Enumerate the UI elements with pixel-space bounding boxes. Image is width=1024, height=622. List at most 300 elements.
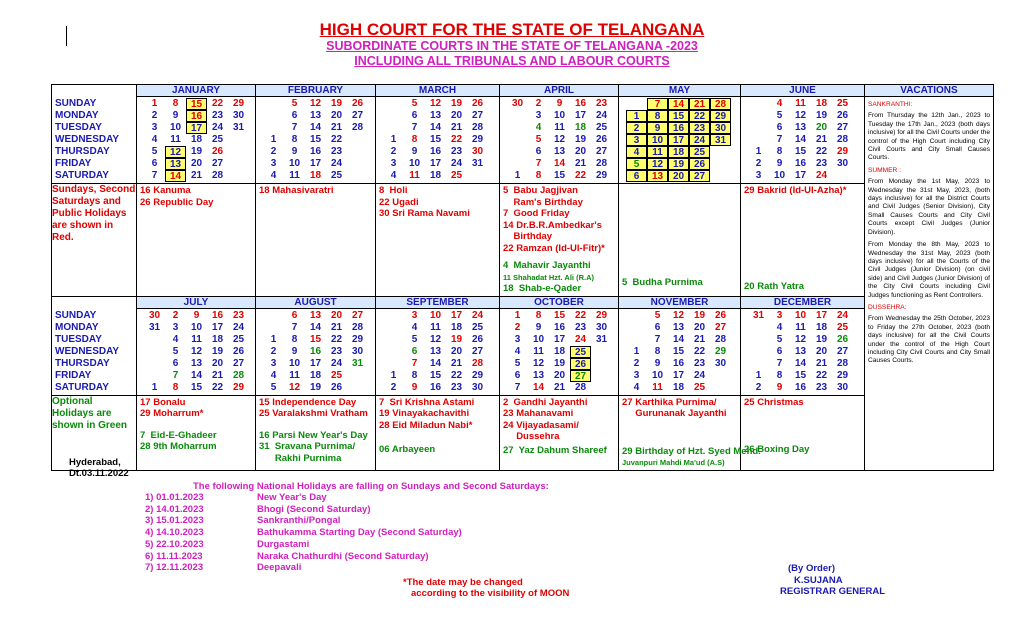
week-row xyxy=(744,158,861,170)
day-cell: 11 xyxy=(170,134,181,145)
week-row xyxy=(140,382,252,394)
day-cell: 8 xyxy=(172,98,179,109)
day-cell: 10 xyxy=(553,110,566,121)
day-cell: 22 xyxy=(330,134,343,145)
week-row xyxy=(503,334,615,346)
month-september xyxy=(376,296,500,395)
week-row xyxy=(744,122,861,134)
day-cell: 24 xyxy=(211,122,224,133)
day-cell: 14 xyxy=(553,158,566,169)
day-cell: 2 xyxy=(755,158,762,169)
day-cell: 11 xyxy=(409,170,420,181)
national-holiday-row xyxy=(145,492,462,504)
day-cell: 5 xyxy=(535,134,542,145)
day-cell: 7 xyxy=(172,369,179,381)
holiday-entry: 06 Arbayeen xyxy=(379,444,436,455)
day-cell: 20 xyxy=(668,170,689,182)
holiday-entry: 16 Parsi New Year's Day xyxy=(259,429,368,441)
national-holiday-row xyxy=(145,504,462,516)
week-row xyxy=(140,134,252,146)
day-cell: 29 xyxy=(836,146,849,157)
week-row xyxy=(744,382,861,394)
day-cell: 17 xyxy=(309,357,322,369)
day-cell: 6 xyxy=(535,146,542,157)
day-cell: 10 xyxy=(288,158,301,169)
day-cell: 11 xyxy=(533,345,544,357)
week-row xyxy=(622,122,737,134)
day-cell: 20 xyxy=(815,345,828,357)
day-cell: 27 xyxy=(570,370,591,382)
day-cell: 14 xyxy=(532,381,545,393)
day-cell: 18 xyxy=(672,381,685,393)
day-cell: 12 xyxy=(532,357,545,369)
vacation-summer-text-2: From Monday the 8th May, 2023 to Wednesday the 31st May, 2023 (both days inclusive) for all the Courts of the Civil Judges (Junior Division) (on civil side) and Civil Judges (Junior Division) of the City Civil Courts including Civil Judges functioning as Rent Controllers. xyxy=(868,241,990,299)
day-cell: 5 xyxy=(291,98,298,109)
day-cell: 12 xyxy=(429,333,442,345)
holiday-list xyxy=(256,184,376,297)
month-days-grid xyxy=(376,309,499,395)
holiday-entry: 2 Gandhi Jayanthi xyxy=(503,396,588,408)
day-cell: 2 xyxy=(633,357,640,369)
week-row xyxy=(622,346,737,358)
day-cell: 25 xyxy=(693,381,706,393)
week-row xyxy=(622,146,737,158)
day-cell: 25 xyxy=(570,346,591,358)
day-cell: 22 xyxy=(211,381,224,393)
month-june xyxy=(741,85,865,184)
day-cell: 6 xyxy=(291,309,298,321)
day-cell: 21 xyxy=(450,357,463,369)
day-cell: 11 xyxy=(652,381,663,393)
holiday-entry: Birthday xyxy=(503,231,553,242)
national-holiday-name: Bathukamma Starting Day (Second Saturday) xyxy=(257,527,462,539)
day-cell: 30 xyxy=(595,321,608,333)
day-cell: 28 xyxy=(710,98,731,110)
holiday-entry: Rakhi Purnima xyxy=(259,452,342,464)
day-cell: 24 xyxy=(330,357,343,369)
week-row xyxy=(503,98,615,110)
day-cell: 11 xyxy=(554,122,565,133)
day-cell: 14 xyxy=(668,98,689,110)
day-cell: 13 xyxy=(794,122,807,133)
week-row xyxy=(744,134,861,146)
day-cell: 4 xyxy=(411,321,418,333)
day-cell: 1 xyxy=(151,381,158,393)
national-holiday-name: Deepavali xyxy=(257,562,302,574)
national-holiday-name: New Year's Day xyxy=(257,492,327,503)
day-cell: 11 xyxy=(191,333,202,345)
day-cell: 4 xyxy=(514,345,521,357)
day-cell: 8 xyxy=(654,345,661,357)
day-cell: 30 xyxy=(710,122,731,134)
day-cell: 2 xyxy=(172,309,179,321)
day-cell: 22 xyxy=(815,369,828,381)
day-cell: 24 xyxy=(574,333,587,345)
day-cell: 27 xyxy=(836,345,849,357)
issue-date: Dt.03.11.2022 xyxy=(69,468,129,479)
day-cell: 28 xyxy=(714,333,727,345)
day-cell: 3 xyxy=(626,134,647,146)
holiday-entry: 25 Varalakshmi Vratham xyxy=(259,408,368,419)
holiday-entry: Juvanpuri Mahdi Ma'ud (A.S) xyxy=(622,458,725,467)
national-holiday-name: Sankranthi/Pongal xyxy=(257,515,341,527)
day-cell: 15 xyxy=(429,369,442,381)
day-cell: 3 xyxy=(755,170,762,181)
day-cell: 17 xyxy=(450,309,463,321)
week-row xyxy=(379,370,496,382)
week-row xyxy=(622,170,737,182)
day-cell: 30 xyxy=(511,98,524,109)
day-name-tuesday: TUESDAY xyxy=(55,122,102,133)
week-row xyxy=(503,370,615,382)
day-cell: 11 xyxy=(289,170,300,181)
day-cell: 14 xyxy=(190,369,203,381)
week-row xyxy=(259,110,372,122)
holiday-entry: 31 Sravana Purnima/ xyxy=(259,441,356,452)
day-cell: 31 xyxy=(232,122,245,133)
month-days-grid xyxy=(137,309,255,395)
day-cell: 28 xyxy=(351,321,364,333)
week-row xyxy=(622,134,737,146)
day-cell: 13 xyxy=(309,110,322,121)
day-cell: 23 xyxy=(689,122,710,134)
day-cell: 29 xyxy=(836,369,849,381)
day-names-bottom xyxy=(52,296,137,395)
day-cell: 28 xyxy=(232,369,245,381)
day-name-friday: FRIDAY xyxy=(55,158,92,169)
week-row xyxy=(622,358,737,370)
week-row xyxy=(503,322,615,334)
day-cell: 14 xyxy=(794,134,807,145)
day-cell: 26 xyxy=(836,110,849,121)
week-row xyxy=(259,170,372,182)
day-cell: 27 xyxy=(836,122,849,133)
day-cell: 24 xyxy=(232,321,245,333)
day-cell: 6 xyxy=(411,345,418,357)
day-cell: 19 xyxy=(450,333,463,345)
week-row xyxy=(503,158,615,170)
day-cell: 1 xyxy=(626,110,647,122)
day-cell: 1 xyxy=(514,309,521,321)
day-cell: 12 xyxy=(553,134,566,145)
day-cell: 15 xyxy=(553,170,566,181)
day-cell: 2 xyxy=(514,321,521,333)
page-subtitle-2: INCLUDING ALL TRIBUNALS AND LABOUR COURTS xyxy=(354,54,670,68)
day-cell: 12 xyxy=(190,345,203,357)
holiday-list xyxy=(500,395,619,470)
day-cell: 9 xyxy=(776,158,783,169)
day-cell: 8 xyxy=(647,110,668,122)
day-cell: 24 xyxy=(450,158,463,169)
week-row xyxy=(503,382,615,394)
week-row xyxy=(140,322,252,334)
holiday-entry: 5 Budha Purnima xyxy=(622,277,703,288)
day-cell: 25 xyxy=(450,170,463,181)
week-row xyxy=(379,98,496,110)
holiday-list xyxy=(619,395,761,470)
week-row xyxy=(259,310,372,322)
day-name-monday: MONDAY xyxy=(55,321,99,333)
week-row xyxy=(379,134,496,146)
day-cell: 6 xyxy=(411,110,418,121)
week-row xyxy=(503,122,615,134)
holiday-entry: 15 Independence Day xyxy=(259,396,357,408)
day-cell: 2 xyxy=(755,381,762,393)
day-cell: 21 xyxy=(190,170,203,181)
week-row xyxy=(259,358,372,370)
day-cell: 29 xyxy=(232,381,245,393)
day-cell: 15 xyxy=(672,345,685,357)
holiday-entry: 7 Eid-E-Ghadeer xyxy=(140,429,217,441)
day-cell: 14 xyxy=(429,357,442,369)
day-cell: 2 xyxy=(626,122,647,134)
day-cell: 20 xyxy=(190,158,203,169)
day-cell: 19 xyxy=(190,146,203,157)
day-cell: 21 xyxy=(450,122,463,133)
day-cell: 7 xyxy=(151,170,158,181)
day-cell: 18 xyxy=(553,345,566,357)
day-cell: 31 xyxy=(351,357,364,369)
week-row xyxy=(259,122,372,134)
signatory-designation: REGISTRAR GENERAL xyxy=(780,586,886,597)
day-cell: 23 xyxy=(693,357,706,369)
day-cell: 29 xyxy=(351,333,364,345)
day-cell: 16 xyxy=(794,381,807,393)
month-days-grid xyxy=(256,309,375,395)
week-row xyxy=(259,134,372,146)
vacation-sankranthi-text: From Thursday the 12th Jan., 2023 to Tuesday the 17th Jan., 2023 (both days inclusive) for all the Civil Courts under the control of the High Court including City Civil Courts and City Small Causes Courts. xyxy=(868,112,990,162)
week-row xyxy=(140,370,252,382)
week-row xyxy=(744,322,861,334)
week-row xyxy=(140,110,252,122)
holiday-entry: 30 Sri Rama Navami xyxy=(379,208,470,219)
day-cell: 27 xyxy=(714,321,727,333)
day-cell: 5 xyxy=(626,158,647,170)
week-row xyxy=(259,346,372,358)
day-cell: 17 xyxy=(553,333,566,345)
day-cell: 7 xyxy=(647,98,668,110)
month-days-grid xyxy=(619,309,740,395)
holiday-entry: 4 Mahavir Jayanthi xyxy=(503,260,591,271)
day-cell: 28 xyxy=(471,122,484,133)
day-cell: 9 xyxy=(556,98,563,109)
day-cell: 25 xyxy=(836,321,849,333)
month-name: JULY xyxy=(137,297,255,309)
national-holiday-date: 1) 01.01.2023 xyxy=(145,492,204,503)
week-row xyxy=(259,370,372,382)
holiday-entry: 26 Boxing Day xyxy=(744,444,810,455)
day-cell: 19 xyxy=(330,98,343,109)
issue-place-date xyxy=(69,457,129,479)
day-cell: 17 xyxy=(672,369,685,381)
national-holidays-list xyxy=(145,492,462,574)
week-row xyxy=(259,382,372,394)
day-name-wednesday: WEDNESDAY xyxy=(55,345,120,357)
holiday-entries xyxy=(137,396,255,454)
day-cell: 2 xyxy=(535,98,542,109)
day-cell: 18 xyxy=(211,333,224,345)
week-row xyxy=(503,346,615,358)
week-row xyxy=(379,358,496,370)
day-cell: 14 xyxy=(672,333,685,345)
holiday-entries xyxy=(741,184,864,293)
day-cell: 9 xyxy=(411,146,418,157)
day-cell: 30 xyxy=(836,158,849,169)
optional-holiday-note: Optional Holidays are shown in Green xyxy=(52,395,137,470)
day-cell: 22 xyxy=(211,98,224,109)
day-cell: 30 xyxy=(232,110,245,121)
day-cell: 28 xyxy=(595,158,608,169)
day-cell: 3 xyxy=(270,158,277,169)
day-cell: 23 xyxy=(330,146,343,157)
week-row xyxy=(622,110,737,122)
day-cell: 31 xyxy=(710,134,731,146)
day-cell: 6 xyxy=(776,122,783,133)
day-cell: 8 xyxy=(172,381,179,393)
day-cell: 17 xyxy=(668,134,689,146)
national-holiday-row xyxy=(145,539,462,551)
day-cell: 25 xyxy=(232,333,245,345)
holiday-entries xyxy=(376,184,499,221)
day-cell: 13 xyxy=(309,309,322,321)
week-row xyxy=(744,370,861,382)
day-cell: 6 xyxy=(291,110,298,121)
day-cell: 13 xyxy=(165,158,186,170)
day-cell: 26 xyxy=(330,381,343,393)
day-cell: 9 xyxy=(535,321,542,333)
day-cell: 20 xyxy=(815,122,828,133)
day-cell: 17 xyxy=(211,321,224,333)
day-cell: 24 xyxy=(471,309,484,321)
week-row xyxy=(259,98,372,110)
day-name-thursday: THURSDAY xyxy=(55,146,110,157)
holiday-entries xyxy=(137,184,255,209)
day-cell: 4 xyxy=(535,122,542,133)
day-cell: 7 xyxy=(514,381,521,393)
moon-note-line-1: *The date may be changed xyxy=(403,577,523,588)
day-cell: 31 xyxy=(471,158,484,169)
holiday-entry: 20 Rath Yatra xyxy=(744,280,805,292)
holiday-entry: 7 Sri Krishna Astami xyxy=(379,396,475,408)
day-cell: 19 xyxy=(553,357,566,369)
month-november xyxy=(619,296,741,395)
day-cell: 21 xyxy=(689,98,710,110)
day-name-friday: FRIDAY xyxy=(55,369,92,381)
day-cell: 20 xyxy=(450,110,463,121)
day-cell: 9 xyxy=(193,309,200,321)
day-cell: 7 xyxy=(291,321,298,333)
day-cell: 17 xyxy=(429,158,442,169)
day-cell: 21 xyxy=(815,357,828,369)
day-cell: 20 xyxy=(693,321,706,333)
day-cell: 12 xyxy=(672,309,685,321)
day-cell: 16 xyxy=(553,321,566,333)
day-cell: 5 xyxy=(151,146,158,157)
holiday-entry: 25 Christmas xyxy=(744,396,804,408)
holiday-list xyxy=(741,395,865,470)
by-order: (By Order) xyxy=(788,563,835,574)
issue-place: Hyderabad, xyxy=(69,457,121,468)
month-name: JUNE xyxy=(741,85,864,97)
day-cell: 24 xyxy=(595,110,608,121)
month-name: DECEMBER xyxy=(741,297,864,309)
day-cell: 16 xyxy=(186,110,207,122)
day-cell: 20 xyxy=(330,309,343,321)
day-cell: 26 xyxy=(471,98,484,109)
day-cell: 31 xyxy=(148,321,161,333)
day-cell: 21 xyxy=(815,134,828,145)
vacations-title: VACATIONS xyxy=(865,85,993,97)
day-cell: 26 xyxy=(570,358,591,370)
holiday-entry: 27 Yaz Dahum Shareef xyxy=(503,444,607,456)
day-cell: 21 xyxy=(693,333,706,345)
day-cell: 19 xyxy=(574,134,587,145)
week-row xyxy=(744,334,861,346)
day-cell: 10 xyxy=(773,170,786,181)
day-cell: 23 xyxy=(450,381,463,393)
day-cell: 13 xyxy=(647,170,668,182)
vacation-summer-heading: SUMMER : xyxy=(868,166,901,174)
national-holiday-name: Bhogi (Second Saturday) xyxy=(257,503,371,515)
day-cell: 28 xyxy=(351,122,364,133)
month-days-grid xyxy=(500,309,618,395)
national-holiday-date: 2) 14.01.2023 xyxy=(145,503,204,515)
day-cell: 16 xyxy=(794,158,807,169)
holiday-entry: 14 Dr.B.R.Ambedkar's xyxy=(503,219,602,231)
holiday-list xyxy=(500,184,619,297)
day-cell: 29 xyxy=(471,134,484,145)
day-cell: 10 xyxy=(169,122,182,133)
month-days-grid xyxy=(500,97,618,183)
day-cell: 18 xyxy=(309,170,322,181)
week-row xyxy=(379,122,496,134)
day-cell: 15 xyxy=(190,381,203,393)
holiday-entries xyxy=(256,396,375,466)
month-days-grid xyxy=(137,97,255,183)
day-cell: 25 xyxy=(330,170,343,181)
day-cell: 12 xyxy=(647,158,668,170)
holiday-list xyxy=(376,184,500,297)
month-name: SEPTEMBER xyxy=(376,297,499,309)
day-cell: 28 xyxy=(211,170,224,181)
national-holiday-date: 7) 12.11.2023 xyxy=(145,562,204,574)
day-cell: 4 xyxy=(776,98,783,109)
day-cell: 7 xyxy=(654,333,661,345)
day-cell: 23 xyxy=(595,98,608,109)
day-cell: 26 xyxy=(211,146,224,157)
national-holiday-date: 6) 11.11.2023 xyxy=(145,550,203,562)
day-cell: 9 xyxy=(411,381,418,393)
day-cell: 26 xyxy=(689,158,710,170)
day-cell: 14 xyxy=(309,122,322,133)
day-cell: 12 xyxy=(165,146,186,158)
week-row xyxy=(503,310,615,322)
week-row xyxy=(140,334,252,346)
day-cell: 20 xyxy=(211,357,224,369)
day-name-wednesday: WEDNESDAY xyxy=(55,134,120,145)
day-cell: 15 xyxy=(794,146,807,157)
day-cell: 27 xyxy=(351,110,364,121)
holiday-entry: 16 Kanuma xyxy=(140,185,191,196)
day-cell: 1 xyxy=(755,369,762,381)
vacation-summer-text-1: From Monday the 1st May, 2023 to Wednesday the 31st May, 2023, (both days inclusive) for all the District Courts and Civil Judges (Senior Division), City Small Causes Courts and City Civil Courts except Civil Judges (Junior Division). xyxy=(868,178,990,236)
day-cell: 8 xyxy=(535,170,542,181)
day-cell: 5 xyxy=(411,333,418,345)
day-cell: 20 xyxy=(553,369,566,381)
day-cell: 22 xyxy=(693,345,706,357)
day-cell: 16 xyxy=(211,309,224,321)
day-cell: 10 xyxy=(651,369,664,381)
